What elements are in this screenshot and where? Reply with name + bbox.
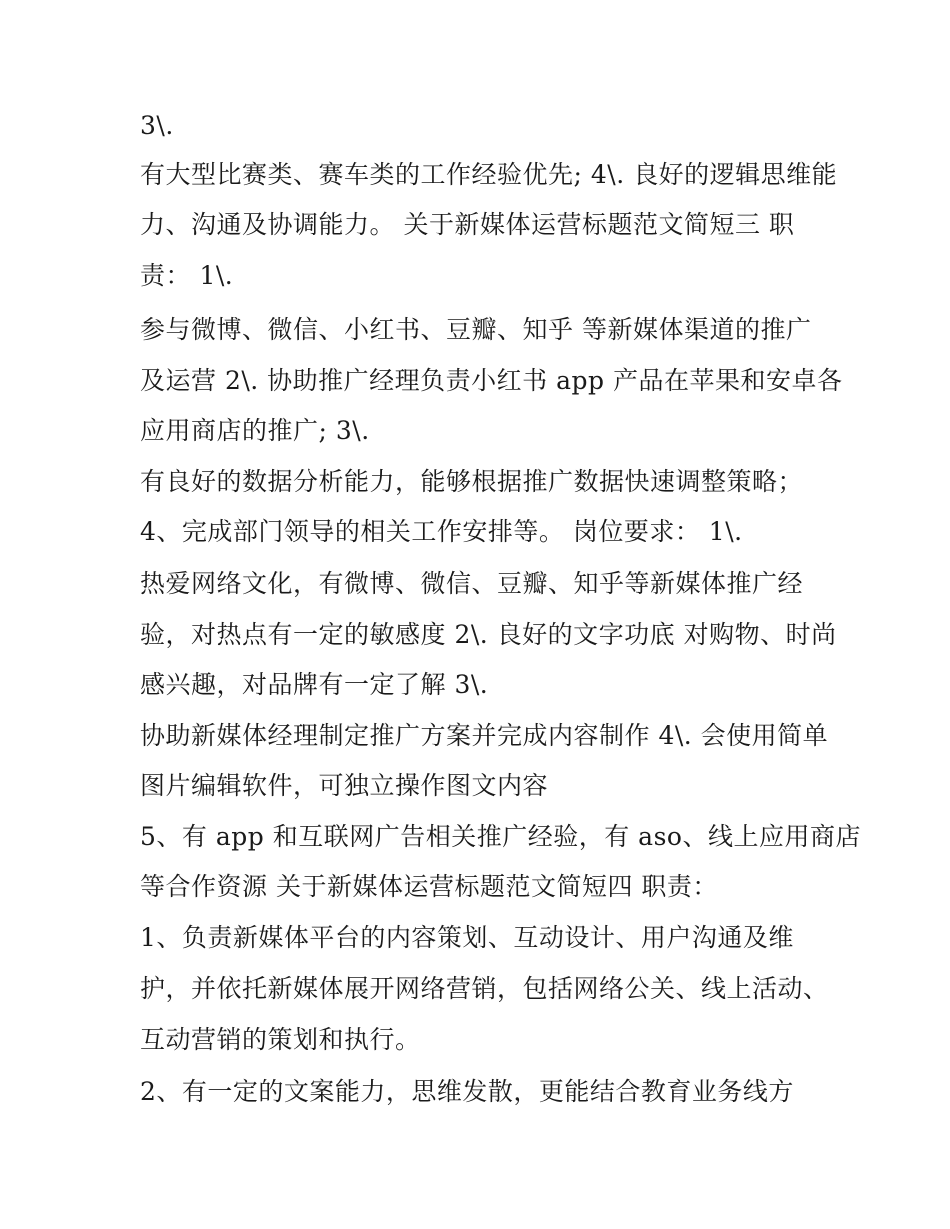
text-line: 力、沟通及协调能力。 关于新媒体运营标题范文简短三 职 bbox=[140, 210, 795, 239]
text-line: 互动营销的策划和执行。 bbox=[140, 1025, 421, 1054]
text-line: 5、有 app 和互联网广告相关推广经验，有 aso、线上应用商店 bbox=[140, 822, 861, 851]
text-line: 及运营 2\. 协助推广经理负责小红书 app 产品在苹果和安卓各 bbox=[140, 366, 843, 395]
text-line: 4、完成部门领导的相关工作安排等。 岗位要求： 1\. bbox=[140, 517, 743, 546]
text-line: 验，对热点有一定的敏感度 2\. 良好的文字功底 对购物、时尚 bbox=[140, 620, 837, 649]
text-line: 护，并依托新媒体展开网络营销，包括网络公关、线上活动、 bbox=[140, 974, 829, 1003]
text-line: 图片编辑软件，可独立操作图文内容 bbox=[140, 771, 549, 800]
text-line: 有大型比赛类、赛车类的工作经验优先; 4\. 良好的逻辑思维能 bbox=[140, 160, 838, 189]
text-line: 3\. bbox=[140, 111, 174, 140]
text-line: 应用商店的推广; 3\. bbox=[140, 416, 370, 445]
text-line: 有良好的数据分析能力，能够根据推广数据快速调整策略； bbox=[140, 467, 804, 496]
text-line: 1、负责新媒体平台的内容策划、互动设计、用户沟通及维 bbox=[140, 923, 794, 952]
text-line: 参与微博、微信、小红书、豆瓣、知乎 等新媒体渠道的推广 bbox=[140, 315, 812, 344]
text-line: 2、有一定的文案能力，思维发散，更能结合教育业务线方 bbox=[140, 1077, 794, 1106]
text-line: 协助新媒体经理制定推广方案并完成内容制作 4\. 会使用简单 bbox=[140, 721, 829, 750]
text-line: 热爱网络文化，有微博、微信、豆瓣、知乎等新媒体推广经 bbox=[140, 569, 804, 598]
text-line: 等合作资源 关于新媒体运营标题范文简短四 职责： bbox=[140, 872, 718, 901]
text-line: 责： 1\. bbox=[140, 261, 234, 290]
text-line: 感兴趣，对品牌有一定了解 3\. bbox=[140, 670, 489, 699]
